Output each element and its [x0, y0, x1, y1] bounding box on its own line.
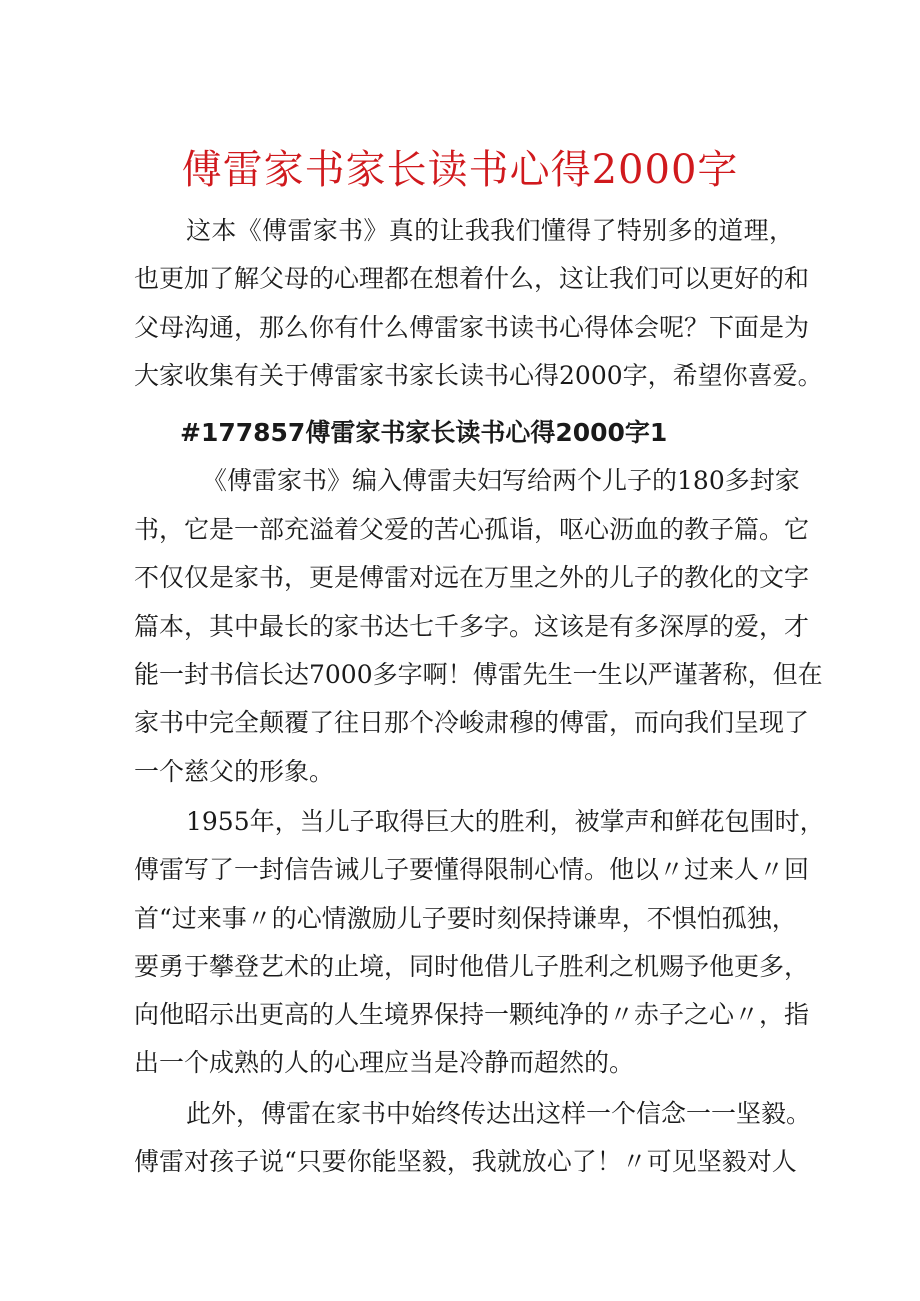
document-title: 傅雷家书家长读书心得2000字 [181, 147, 739, 193]
section-heading: #177857傅雷家书家长读书心得2000字1 [180, 418, 668, 447]
paragraph-line: 不仅仅是家书，更是傅雷对远在万里之外的儿子的教化的文字 [134, 563, 810, 592]
paragraph-line: 这本《傅雷家书》真的让我我们懂得了特别多的道理， [186, 216, 794, 245]
paragraph-line: 也更加了解父母的心理都在想着什么，这让我们可以更好的和 [134, 264, 810, 293]
paragraph-line: 首“过来事〃的心情激励儿子要时刻保持谦卑，不惧怕孤独， [134, 904, 797, 933]
paragraph-line: 父母沟通，那么你有什么傅雷家书读书心得体会呢？下面是为 [134, 313, 810, 342]
paragraph-line: 大家收集有关于傅雷家书家长读书心得2000字，希望你喜爱。 [134, 361, 823, 390]
paragraph-line: 书，它是一部充溢着父爱的苦心孤诣，呕心沥血的教子篇。它 [134, 515, 810, 544]
paragraph-line: 向他昭示出更高的人生境界保持一颗纯净的〃赤子之心〃，指 [134, 1000, 810, 1029]
paragraph-line: 《傅雷家书》编入傅雷夫妇写给两个儿子的180多封家 [202, 466, 800, 495]
paragraph-line: 此外，傅雷在家书中始终传达出这样一个信念一一坚毅。 [186, 1099, 812, 1128]
paragraph-line: 一个慈父的形象。 [134, 757, 335, 786]
paragraph-line: 傅雷写了一封信告诫儿子要懂得限制心情。他以〃过来人〃回 [134, 855, 810, 884]
paragraph-line: 家书中完全颠覆了往日那个冷峻肃穆的傅雷，而向我们呈现了 [134, 708, 810, 737]
paragraph-line: 能一封书信长达7000多字啊！傅雷先生一生以严谨著称，但在 [134, 660, 823, 689]
paragraph-line: 1955年，当儿子取得巨大的胜利，被掌声和鲜花包围时， [186, 807, 825, 836]
paragraph-line: 出一个成熟的人的心理应当是冷静而超然的。 [134, 1048, 635, 1077]
paragraph-line: 傅雷对孩子说“只要你能坚毅，我就放心了！〃可见坚毅对人 [134, 1147, 797, 1176]
paragraph-line: 篇本，其中最长的家书达七千多字。这该是有多深厚的爱，才 [134, 612, 810, 641]
paragraph-line: 要勇于攀登艺术的止境，同时他借儿子胜利之机赐予他更多， [134, 952, 810, 981]
